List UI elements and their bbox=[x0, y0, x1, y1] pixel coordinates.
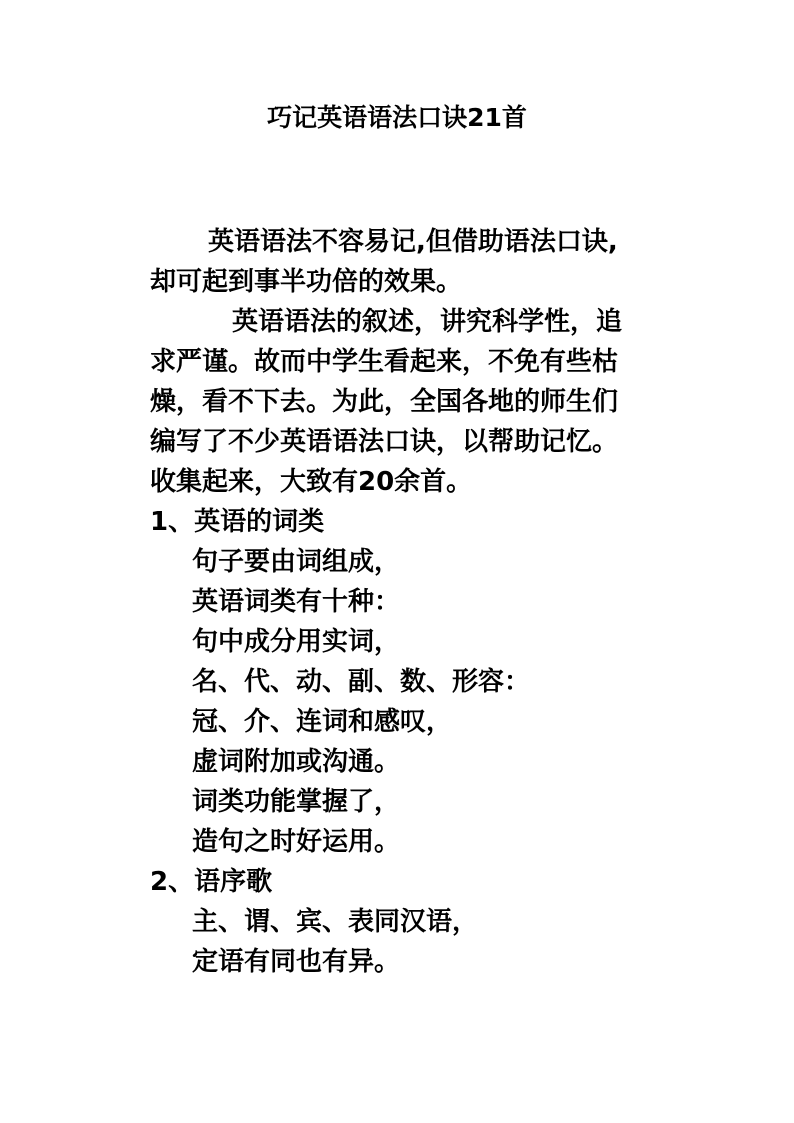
intro-paragraph-2-line-4: 编写了不少英语语法口诀，以帮助记忆。 bbox=[150, 427, 619, 457]
document-body bbox=[150, 222, 710, 982]
section-1-line: 英语词类有十种： bbox=[192, 587, 401, 617]
document-title: 巧记英语语法口诀21首 bbox=[267, 103, 527, 132]
intro-paragraph-1-line-1: 英语语法不容易记,但借助语法口诀, bbox=[208, 227, 618, 257]
section-1-line: 句中成分用实词， bbox=[192, 627, 401, 657]
intro-paragraph-2-line-1: 英语语法的叙述，讲究科学性，追 bbox=[232, 307, 623, 337]
section-2-heading: 2、语序歌 bbox=[150, 867, 273, 897]
section-1-heading: 1、英语的词类 bbox=[150, 507, 325, 537]
intro-paragraph-2-line-3: 燥，看不下去。为此，全国各地的师生们 bbox=[150, 387, 619, 417]
section-2-line: 定语有同也有异。 bbox=[192, 947, 401, 977]
section-1-line: 虚词附加或沟通。 bbox=[192, 747, 401, 777]
section-1-line: 冠、介、连词和感叹， bbox=[192, 707, 453, 737]
section-1-line: 句子要由词组成， bbox=[192, 547, 401, 577]
section-1-line: 造句之时好运用。 bbox=[192, 827, 401, 857]
section-2-line: 主、谓、宾、表同汉语， bbox=[192, 907, 479, 937]
section-1-line: 名、代、动、副、数、形容： bbox=[192, 667, 531, 697]
intro-paragraph-2-line-5: 收集起来，大致有20余首。 bbox=[150, 467, 473, 497]
intro-paragraph-2-line-2: 求严谨。故而中学生看起来，不免有些枯 bbox=[150, 347, 619, 377]
intro-paragraph-1-line-2: 却可起到事半功倍的效果。 bbox=[150, 267, 463, 297]
section-1-line: 词类功能掌握了， bbox=[192, 787, 401, 817]
